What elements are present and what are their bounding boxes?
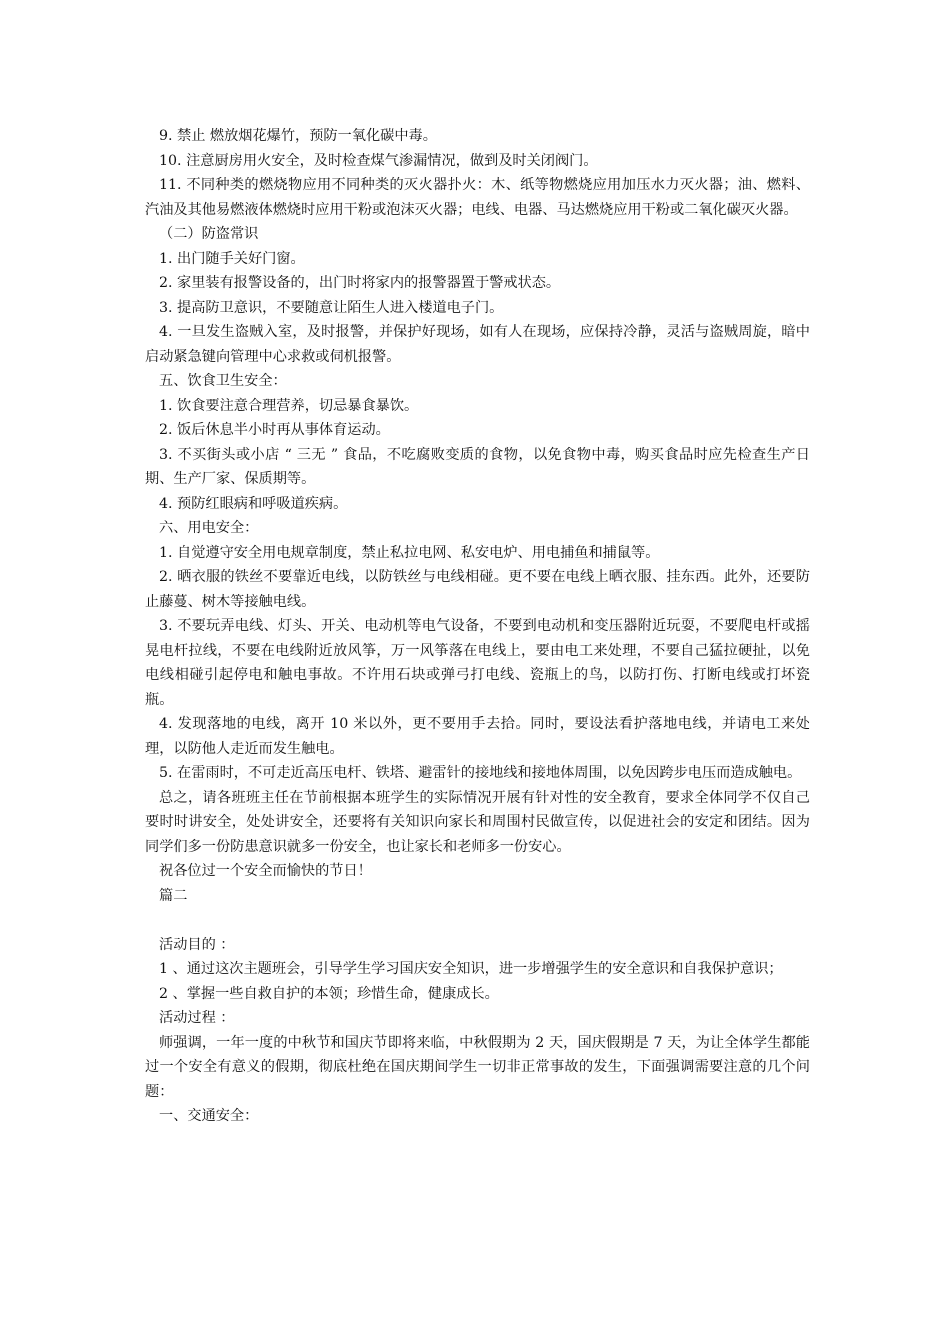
paragraph: 4. 一旦发生盗贼入室，及时报警，并保护好现场，如有人在现场，应保持冷静，灵活与盗贼周旋，暗中启动紧急键向管理中心求救或伺机报警。	[145, 324, 810, 365]
paragraph: 活动过程 ：	[159, 1010, 235, 1026]
paragraph: 3. 提高防卫意识，不要随意让陌生人进入楼道电子门。	[159, 299, 504, 316]
paragraph: 2. 晒衣服的铁丝不要靠近电线，以防铁丝与电线相碰。更不要在电线上晒衣服、挂东西。此外，还要防止藤蔓、树木等接触电线。	[145, 569, 810, 610]
section-heading: （二）防盗常识	[159, 226, 259, 242]
paragraph: 3. 不买街头或小店 “ 三无 ” 食品，不吃腐败变质的食物，以免食物中毒，购买食品时应先检查生产日期、生产厂家、保质期等。	[145, 446, 810, 487]
section-heading: 篇二	[159, 887, 188, 904]
paragraph: 9. 禁止 燃放烟花爆竹，预防一氧化碳中毒。	[159, 128, 437, 144]
section-heading: 五、饮食卫生安全：	[159, 373, 287, 389]
paragraph: 2. 饭后休息半小时再从事体育运动。	[159, 422, 390, 438]
document-page	[145, 124, 810, 1129]
paragraph: 总之，请各班班主任在节前根据本班学生的实际情况开展有针对性的安全教育，要求全体同学不仅自己要时时讲安全，处处讲安全，还要将有关知识向家长和周围村民做宣传，以促进社会的安定和团结。因为同学们多一份防患意识就多一份安全，也让家长和老师多一份安心。	[145, 789, 810, 855]
section-heading: 一、交通安全：	[159, 1108, 259, 1124]
paragraph: 11. 不同种类的燃烧物应用不同种类的灭火器扑火：木、纸等物燃烧应用加压水力灭火器；油、燃料、汽油及其他易燃液体燃烧时应用干粉或泡沫灭火器；电线、电器、马达燃烧应用干粉或二氧化碳灭火器。	[145, 177, 810, 218]
paragraph: 5. 在雷雨时，不可走近高压电杆、铁塔、避雷针的接地线和接地体周围，以免因跨步电压而造成触电。	[159, 765, 802, 781]
blank-line	[145, 908, 810, 933]
paragraph: 4. 预防红眼病和呼吸道疾病。	[159, 495, 348, 512]
paragraph: 1 、通过这次主题班会，引导学生学习国庆安全知识，进一步增强学生的安全意识和自我保护意识；	[159, 961, 783, 977]
paragraph: 1. 饮食要注意合理营养，切忌暴食暴饮。	[159, 397, 419, 414]
paragraph: 活动目的 ：	[159, 936, 235, 953]
paragraph: 1. 自觉遵守安全用电规章制度，禁止私拉电网、私安电炉、用电捕鱼和捕鼠等。	[159, 544, 660, 561]
paragraph: 2. 家里装有报警设备的，出门时将家内的报警器置于警戒状态。	[159, 275, 561, 291]
paragraph: 祝各位过一个安全而愉快的节日！	[159, 863, 372, 879]
paragraph: 2 、掌握一些自救自护的本领；珍惜生命，健康成长。	[159, 985, 499, 1002]
paragraph: 10. 注意厨房用火安全，及时检查煤气渗漏情况，做到及时关闭阀门。	[159, 152, 598, 169]
paragraph: 1. 出门随手关好门窗。	[159, 250, 305, 267]
paragraph: 师强调，一年一度的中秋节和国庆节即将来临，中秋假期为 2 天，国庆假期是 7 天，为让全体学生都能过一个安全有意义的假期，彻底杜绝在国庆期间学生一切非正常事故的发生，下面强调需要注意的几个问题：	[145, 1034, 810, 1100]
paragraph: 4. 发现落地的电线，离开 10 米以外，更不要用手去拾。同时，要设法看护落地电线，并请电工来处理，以防他人走近而发生触电。	[145, 716, 810, 757]
section-heading: 六、用电安全：	[159, 520, 259, 536]
paragraph: 3. 不要玩弄电线、灯头、开关、电动机等电气设备，不要到电动机和变压器附近玩耍，不要爬电杆或摇晃电杆拉线，不要在电线附近放风筝，万一风筝落在电线上，要由电工来处理，不要自己猛拉硬扯，以免电线相碰引起停电和触电事故。不许用石块或弹弓打电线、瓷瓶上的鸟，以防打伤、打断电线或打坏瓷瓶。	[145, 618, 810, 708]
